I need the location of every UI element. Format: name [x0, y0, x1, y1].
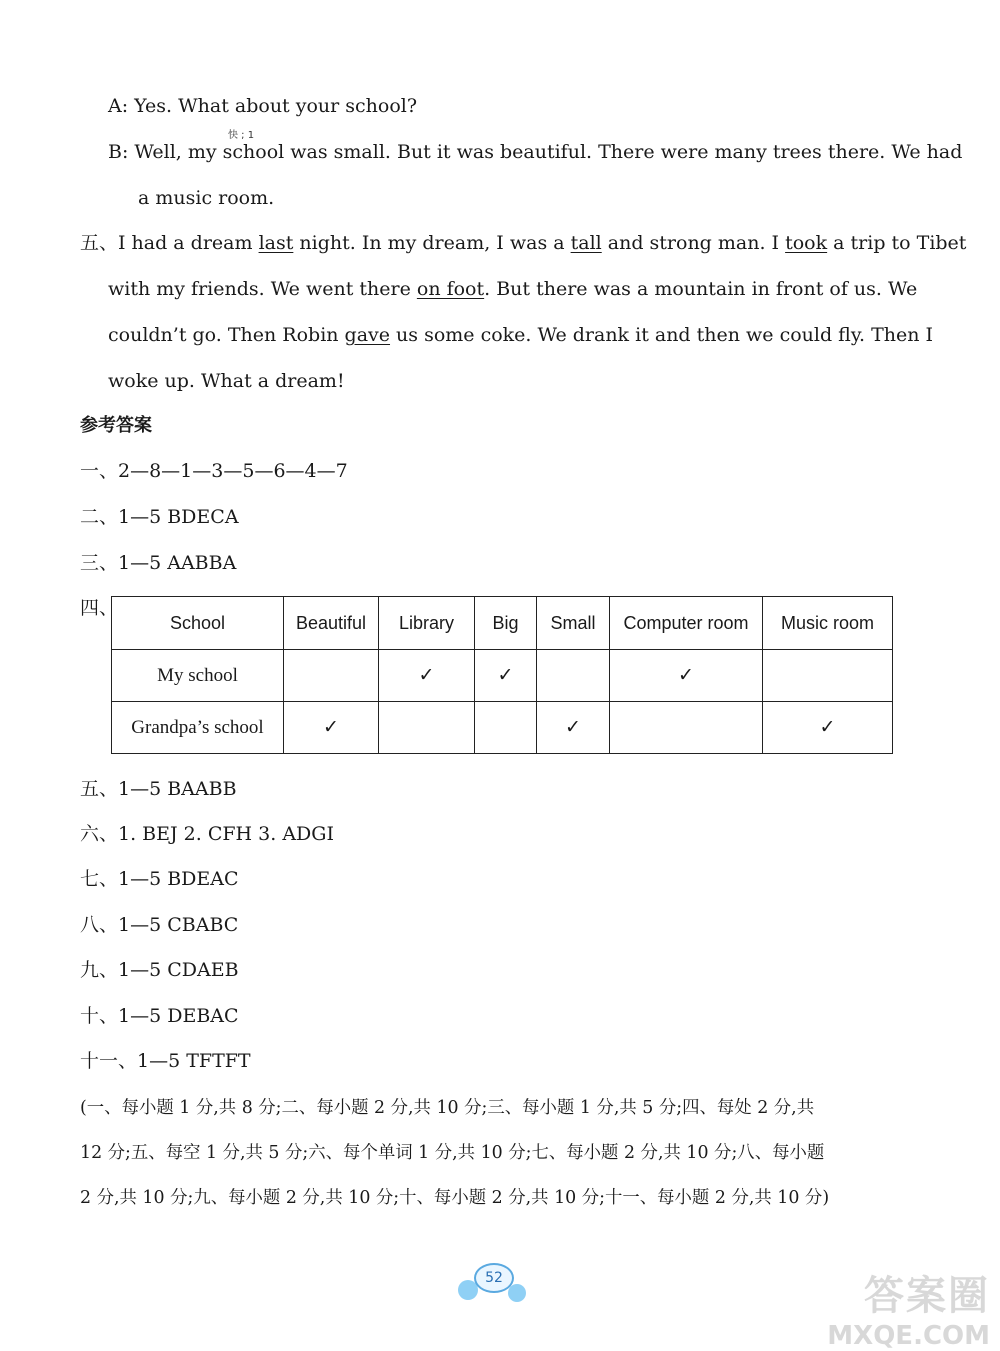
- dialogue-a: A: Yes. What about your school?: [108, 95, 418, 117]
- answer-3: 三、1—5 AABBA: [80, 552, 237, 574]
- scoring-line-3: 2 分,共 10 分;九、每小题 2 分,共 10 分;十、每小题 2 分,共 10 分;十一、每小题 2 分,共 10 分): [80, 1188, 830, 1208]
- underlined-word: last: [258, 232, 294, 254]
- handwritten-note: 快 ; 1: [228, 130, 255, 141]
- row-label: Grandpa’s school: [112, 702, 284, 754]
- check-cell: [475, 702, 537, 754]
- check-cell: [284, 650, 379, 702]
- text: . But there was a mountain in front of us. We: [484, 278, 918, 300]
- check-cell: ✓: [537, 702, 610, 754]
- table-header-row: [112, 597, 893, 650]
- check-cell: ✓: [284, 702, 379, 754]
- check-cell: ✓: [610, 650, 763, 702]
- bubble-decoration: [508, 1284, 526, 1302]
- row-label: My school: [112, 650, 284, 702]
- passage-line-3: [108, 323, 933, 347]
- scoring-line-1: (一、每小题 1 分,共 8 分;二、每小题 2 分,共 10 分;三、每小题 1 分,共 5 分;四、每处 2 分,共: [80, 1098, 815, 1118]
- header-beautiful: Beautiful: [284, 597, 379, 650]
- answer-table: [111, 596, 893, 754]
- passage-line-4: woke up. What a dream!: [108, 370, 345, 392]
- table-row: [112, 702, 893, 754]
- watermark-logo: [827, 1264, 990, 1351]
- text: 五、I had a dream: [80, 232, 259, 254]
- underlined-word: tall: [570, 232, 602, 254]
- check-cell: [379, 702, 475, 754]
- header-library: Library: [379, 597, 475, 650]
- watermark-bottom: MXQE.COM: [827, 1321, 990, 1351]
- answer-7: 七、1—5 BDEAC: [80, 868, 239, 890]
- header-small: Small: [537, 597, 610, 650]
- answer-10: 十、1—5 DEBAC: [80, 1005, 239, 1027]
- check-cell: ✓: [379, 650, 475, 702]
- answer-4-label: 四、: [80, 597, 119, 619]
- watermark-top: 答案圈: [864, 1273, 990, 1319]
- passage-line-2: [108, 277, 917, 301]
- page-number: 52: [474, 1263, 514, 1293]
- passage-line-1: [80, 231, 966, 255]
- answer-5: 五、1—5 BAABB: [80, 778, 237, 800]
- header-big: Big: [475, 597, 537, 650]
- underlined-word: took: [785, 232, 828, 254]
- dialogue-b-2: a music room.: [138, 187, 275, 209]
- header-music-room: Music room: [763, 597, 893, 650]
- text: us some coke. We drank it and then we could fly. Then I: [390, 324, 934, 346]
- underlined-word: gave: [344, 324, 391, 346]
- answer-6: 六、1. BEJ 2. CFH 3. ADGI: [80, 823, 334, 845]
- answer-2: 二、1—5 BDECA: [80, 506, 239, 528]
- header-school: School: [112, 597, 284, 650]
- header-computer-room: Computer room: [610, 597, 763, 650]
- text: and strong man. I: [601, 232, 786, 254]
- answer-9: 九、1—5 CDAEB: [80, 959, 239, 981]
- check-cell: ✓: [475, 650, 537, 702]
- text: a trip to Tibet: [827, 232, 967, 254]
- check-cell: [537, 650, 610, 702]
- answer-8: 八、1—5 CBABC: [80, 914, 239, 936]
- table-row: [112, 650, 893, 702]
- text: night. In my dream, I was a: [293, 232, 571, 254]
- answers-heading: 参考答案: [80, 415, 152, 436]
- answer-1: 一、2—8—1—3—5—6—4—7: [80, 460, 348, 482]
- text: couldn’t go. Then Robin: [108, 324, 345, 346]
- check-cell: [763, 650, 893, 702]
- answer-11: 十一、1—5 TFTFT: [80, 1050, 251, 1072]
- check-cell: [610, 702, 763, 754]
- check-cell: ✓: [763, 702, 893, 754]
- scoring-line-2: 12 分;五、每空 1 分,共 5 分;六、每个单词 1 分,共 10 分;七、每小题 2 分,共 10 分;八、每小题: [80, 1143, 825, 1163]
- underlined-word: on foot: [416, 278, 485, 300]
- dialogue-b-1: B: Well, my school was small. But it was beautiful. There were many trees there. We had: [108, 141, 963, 163]
- text: with my friends. We went there: [108, 278, 417, 300]
